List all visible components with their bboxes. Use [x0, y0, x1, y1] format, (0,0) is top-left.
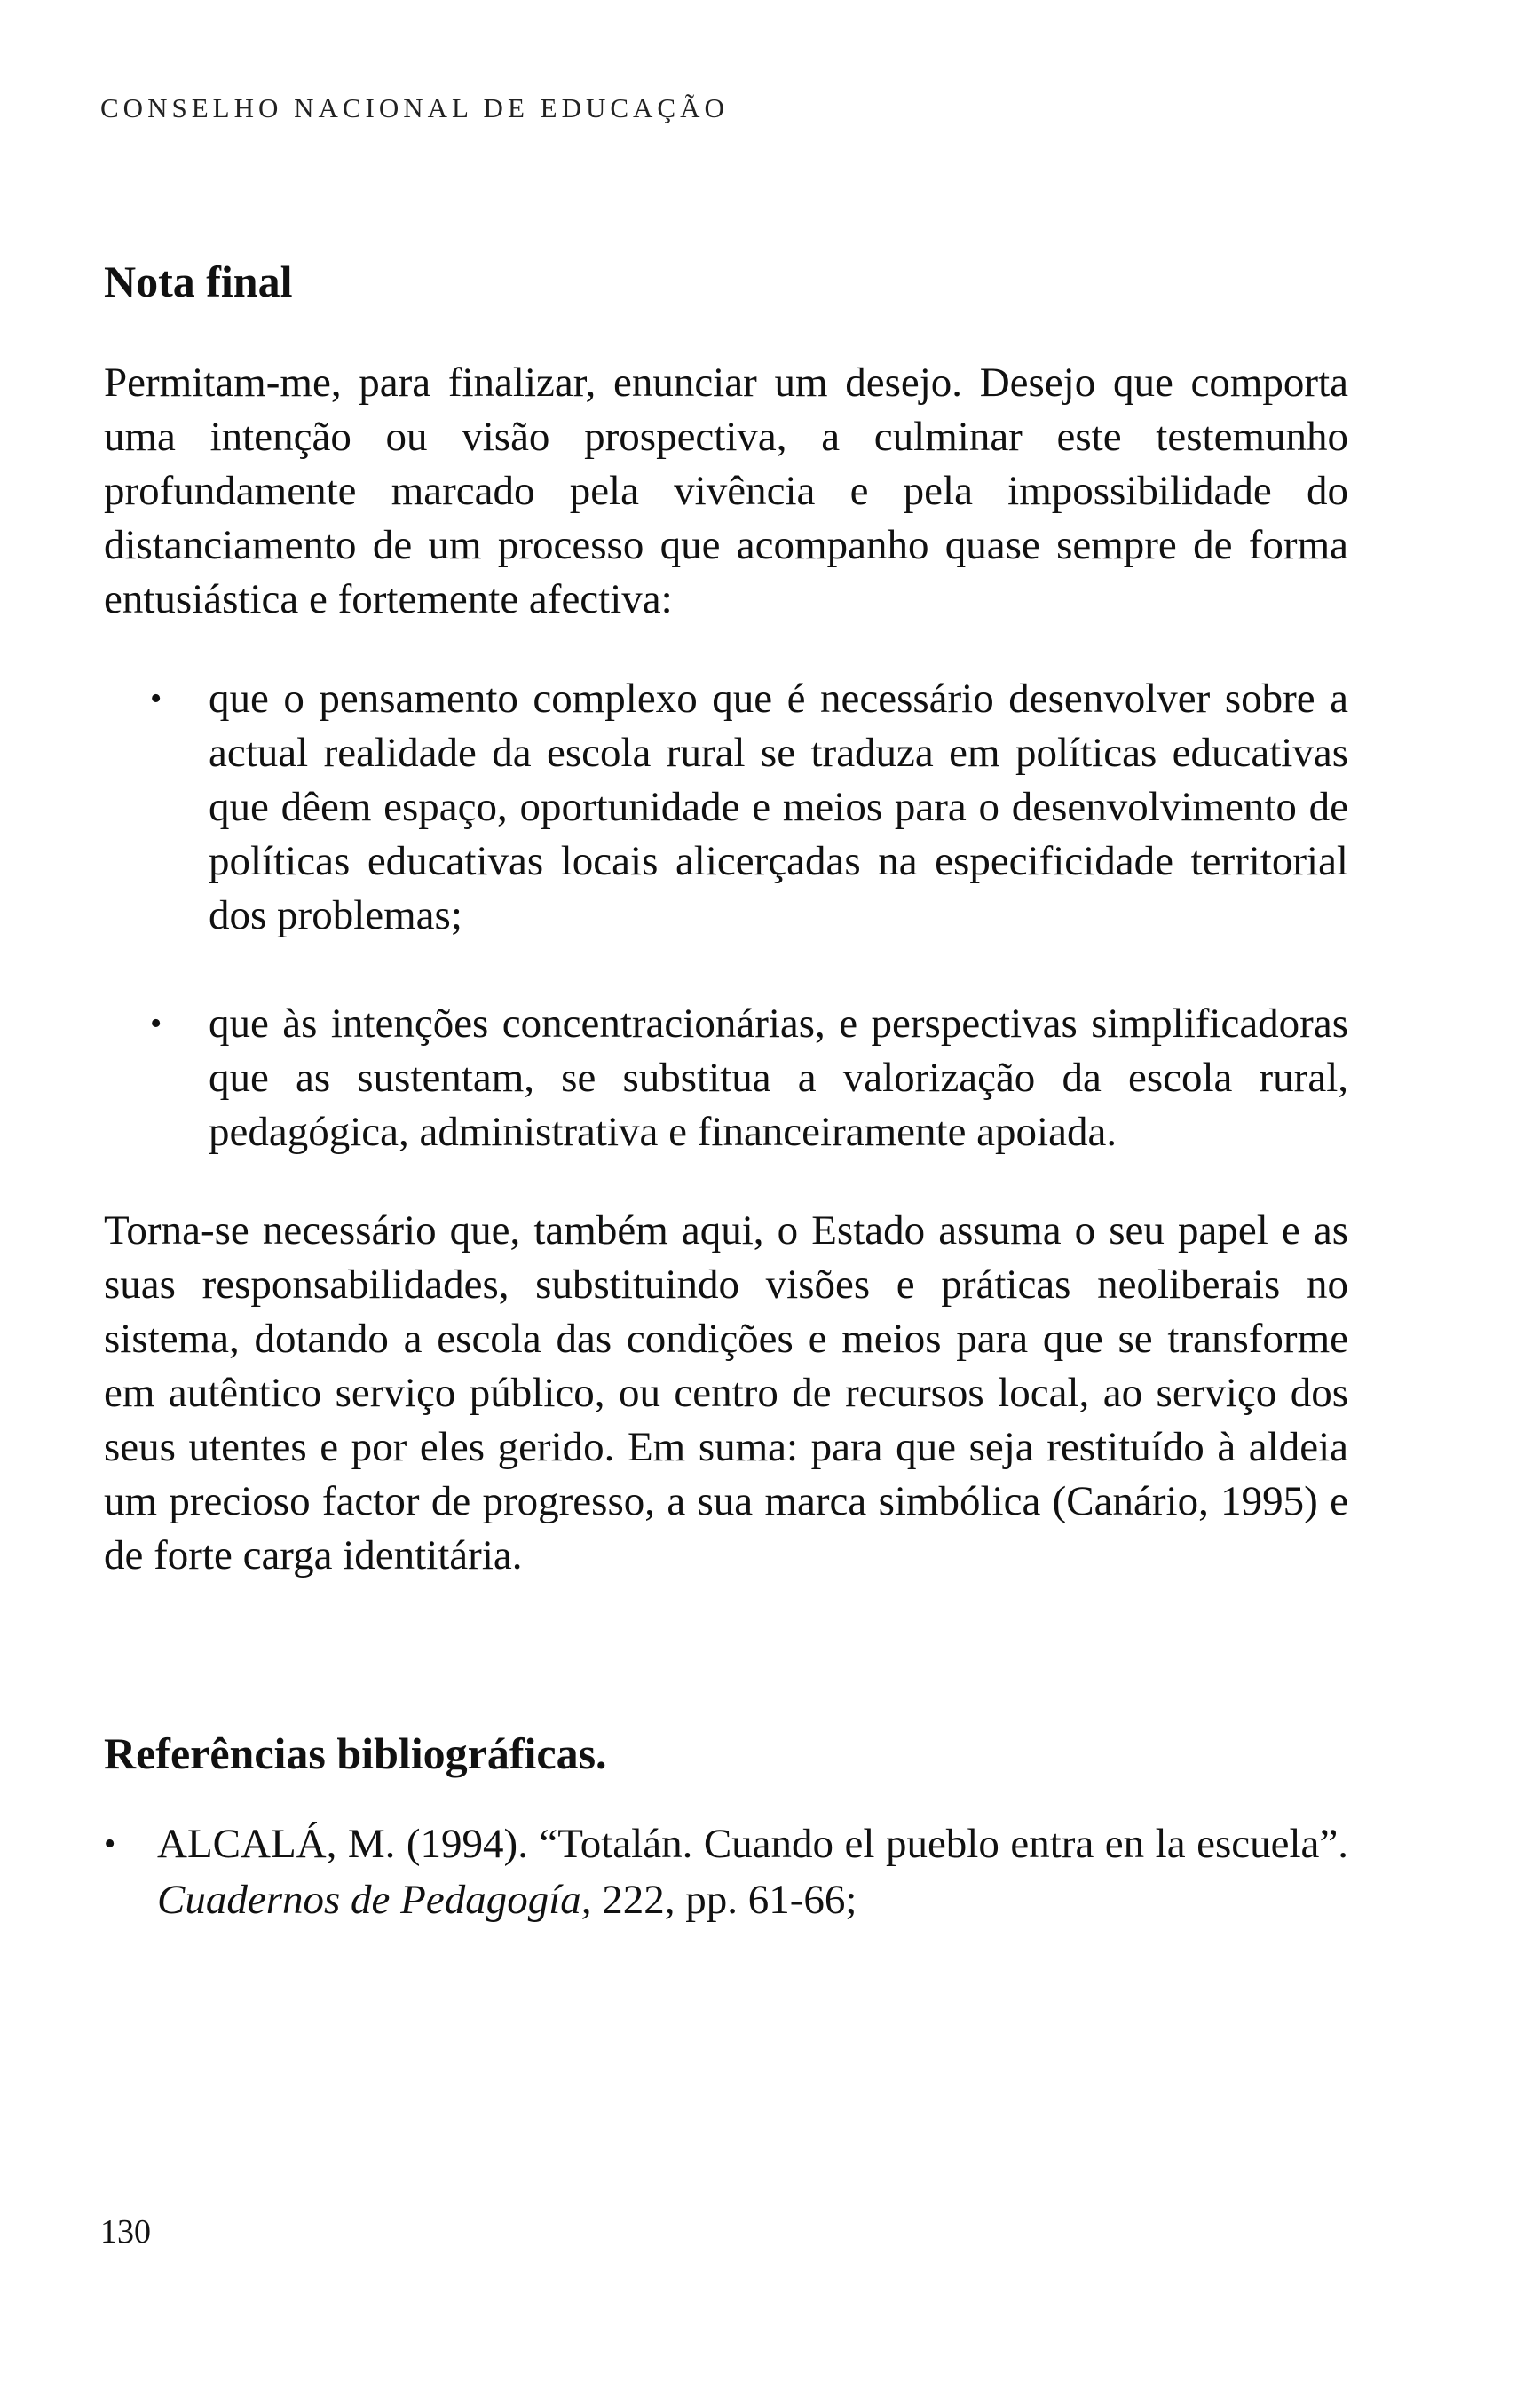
list-item-text: que o pensamento complexo que é necessário desenvolver sobre a actual realidade da escola rural se traduza em políticas educativas que dêem espaço, oportunidade e meios para o desenvolvimento de políticas educativas locais alicerçadas na especificidade territorial dos problemas; — [209, 676, 1348, 938]
intro-paragraph: Permitam-me, para finalizar, enunciar um desejo. Desejo que comporta uma intenção ou visão prospectiva, a culminar este testemunho profundamente marcado pela vivência e pela impossibilidade do distanciamento de um processo que acompanho quase sempre de forma entusiástica e fortemente afectiva: — [104, 360, 1348, 622]
reference-text: ALCALÁ, M. (1994). “Totalán. Cuando el pueblo entra en la escuela”. — [157, 1821, 1348, 1867]
running-header: CONSELHO NACIONAL DE EDUCAÇÃO — [100, 92, 729, 123]
list-item — [104, 672, 1348, 943]
bullet-icon: • — [150, 1005, 162, 1042]
page-number: 130 — [100, 2213, 151, 2251]
references-title: Referências bibliográficas. — [104, 1728, 607, 1778]
reference-journal: Cuadernos de Pedagogía, — [157, 1877, 592, 1923]
bullet-icon: • — [104, 1825, 116, 1863]
list-item-text: que às intenções concentracionárias, e perspectivas simplificadoras que as sustentam, se substitua a valorização da escola rural, pedagógica, administrativa e financeiramente apoiada. — [209, 1001, 1348, 1155]
reference-pages: 222, pp. 61-66; — [591, 1877, 857, 1923]
list-item — [104, 997, 1348, 1159]
reference-item — [104, 1816, 1348, 1928]
closing-paragraph: Torna-se necessário que, também aqui, o Estado assuma o seu papel e as suas responsabilidades, substituindo visões e práticas neoliberais no sistema, dotando a escola das condições e meios para que se transforme em autêntico serviço público, ou centro de recursos local, ao serviço dos seus utentes e por eles gerido. Em suma: para que seja restituído à aldeia um precioso factor de progresso, a sua marca simbólica (Canário, 1995) e de forte carga identitária. — [104, 1207, 1348, 1578]
wish-list — [104, 672, 1348, 1159]
section-title: Nota final — [104, 257, 293, 306]
references-list — [104, 1816, 1348, 1928]
bullet-icon: • — [150, 680, 162, 717]
